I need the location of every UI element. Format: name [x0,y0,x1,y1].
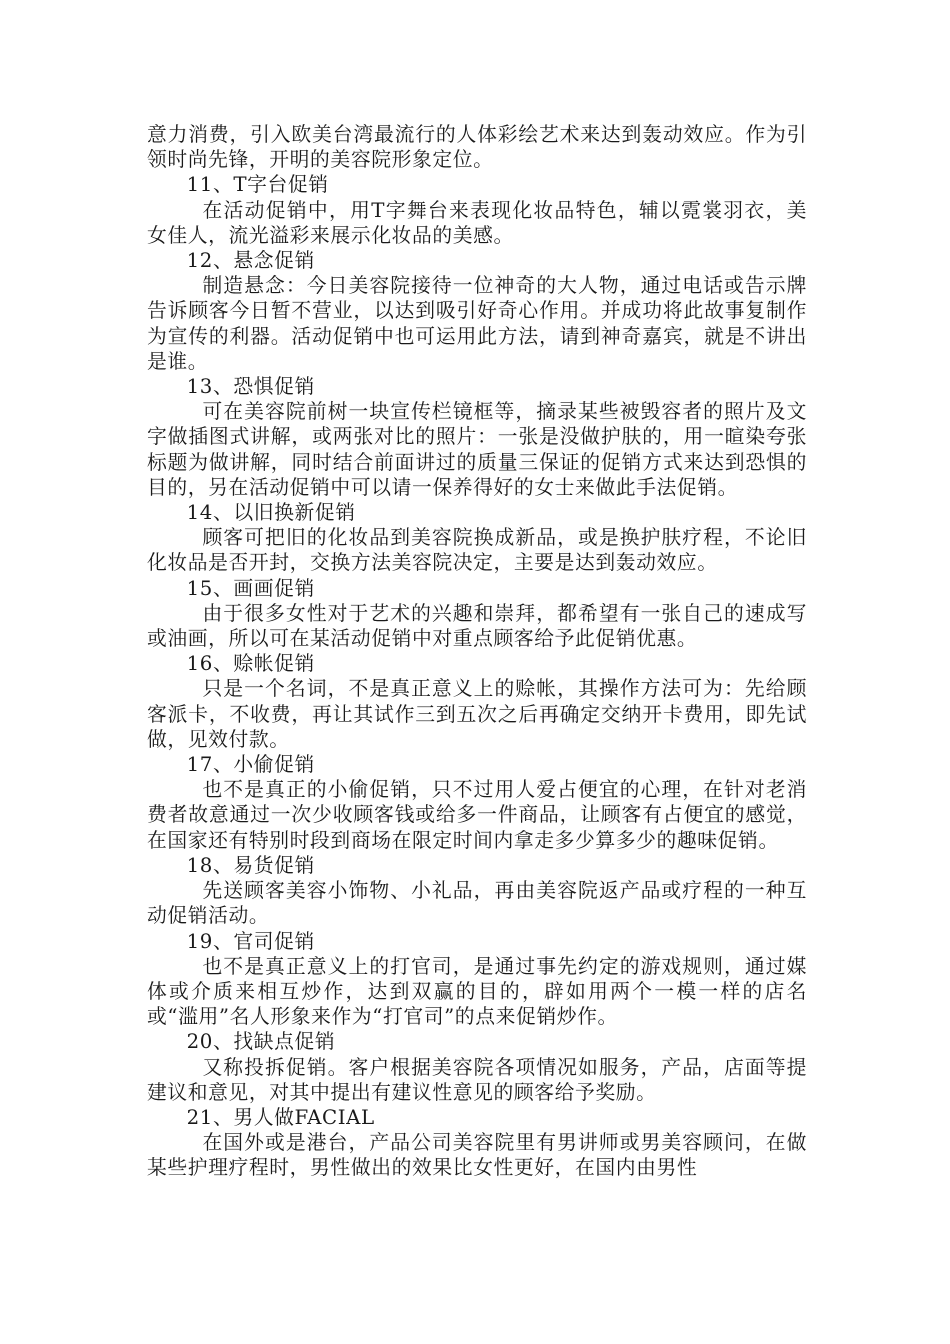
section-heading-11: 11、T字台促销 [186,173,329,197]
section-heading-20: 20、找缺点促销 [186,1030,336,1054]
paragraph-13: 可在美容院前树一块宣传栏镜框等，摘录某些被毁容者的照片及文字做插图式讲解，或两张对比的照片：一张是没做护肤的，用一暄染夸张标题为做讲解，同时结合前面讲过的质量三保证的促销方式来达到恐惧的目的，另在活动促销中可以请一保养得好的女士来做此手法促销。 [147,400,807,499]
paragraph-20: 又称投拆促销。客户根据美容院各项情况如服务，产品，店面等提建议和意见，对其中提出有建议性意见的顾客给予奖励。 [147,1055,807,1104]
paragraph-11: 在活动促销中，用T字舞台来表现化妆品特色，辅以霓裳羽衣，美女佳人，流光溢彩来展示化妆品的美感。 [147,198,807,247]
document-page [147,122,807,1181]
section-heading-21: 21、男人做FACIAL [186,1105,375,1129]
section-heading-14: 14、以旧换新促销 [186,501,356,525]
paragraph-12: 制造悬念：今日美容院接待一位神奇的大人物，通过电话或告示牌告诉顾客今日暂不营业，以达到吸引好奇心作用。并成功将此故事复制作为宣传的利器。活动促销中也可运用此方法，请到神奇嘉宾，就是不讲出是谁。 [147,274,807,373]
paragraph-18: 先送顾客美容小饰物、小礼品，再由美容院返产品或疗程的一种互动促销活动。 [147,879,807,928]
paragraph-14: 顾客可把旧的化妆品到美容院换成新品，或是换护肤疗程，不论旧化妆品是否开封，交换方法美容院决定，主要是达到轰动效应。 [147,526,807,575]
paragraph-continued: 意力消费，引入欧美台湾最流行的人体彩绘艺术来达到轰动效应。作为引领时尚先锋，开明的美容院形象定位。 [147,123,807,172]
section-heading-15: 15、画画促销 [186,576,315,600]
paragraph-16: 只是一个名词，不是真正意义上的赊帐，其操作方法可为：先给顾客派卡，不收费，再让其试作三到五次之后再确定交纳开卡费用，即先试做，见效付款。 [147,677,807,751]
paragraph-17: 也不是真正的小偷促销，只不过用人爱占便宜的心理，在针对老消费者故意通过一次少收顾客钱或给多一件商品，让顾客有占便宜的感觉，在国家还有特别时段到商场在限定时间内拿走多少算多少的趣味促销。 [147,778,807,852]
paragraph-19: 也不是真正意义上的打官司，是通过事先约定的游戏规则，通过媒体或介质来相互炒作，达到双赢的目的，辟如用两个一模一样的店名或“滥用”名人形象来作为“打官司”的点来促销炒作。 [147,954,807,1029]
paragraph-15: 由于很多女性对于艺术的兴趣和崇拜，都希望有一张自己的速成写或油画，所以可在某活动促销中对重点顾客给予此促销优惠。 [147,601,807,651]
section-heading-17: 17、小偷促销 [186,753,315,777]
section-heading-13: 13、恐惧促销 [186,375,315,399]
section-heading-18: 18、易货促销 [186,853,315,877]
paragraph-21: 在国外或是港台，产品公司美容院里有男讲师或男美容顾问，在做某些护理疗程时，男性做出的效果比女性更好，在国内由男性 [147,1131,807,1180]
section-heading-19: 19、官司促销 [186,929,315,953]
section-heading-16: 16、赊帐促销 [186,652,315,676]
section-heading-12: 12、悬念促销 [186,249,315,273]
